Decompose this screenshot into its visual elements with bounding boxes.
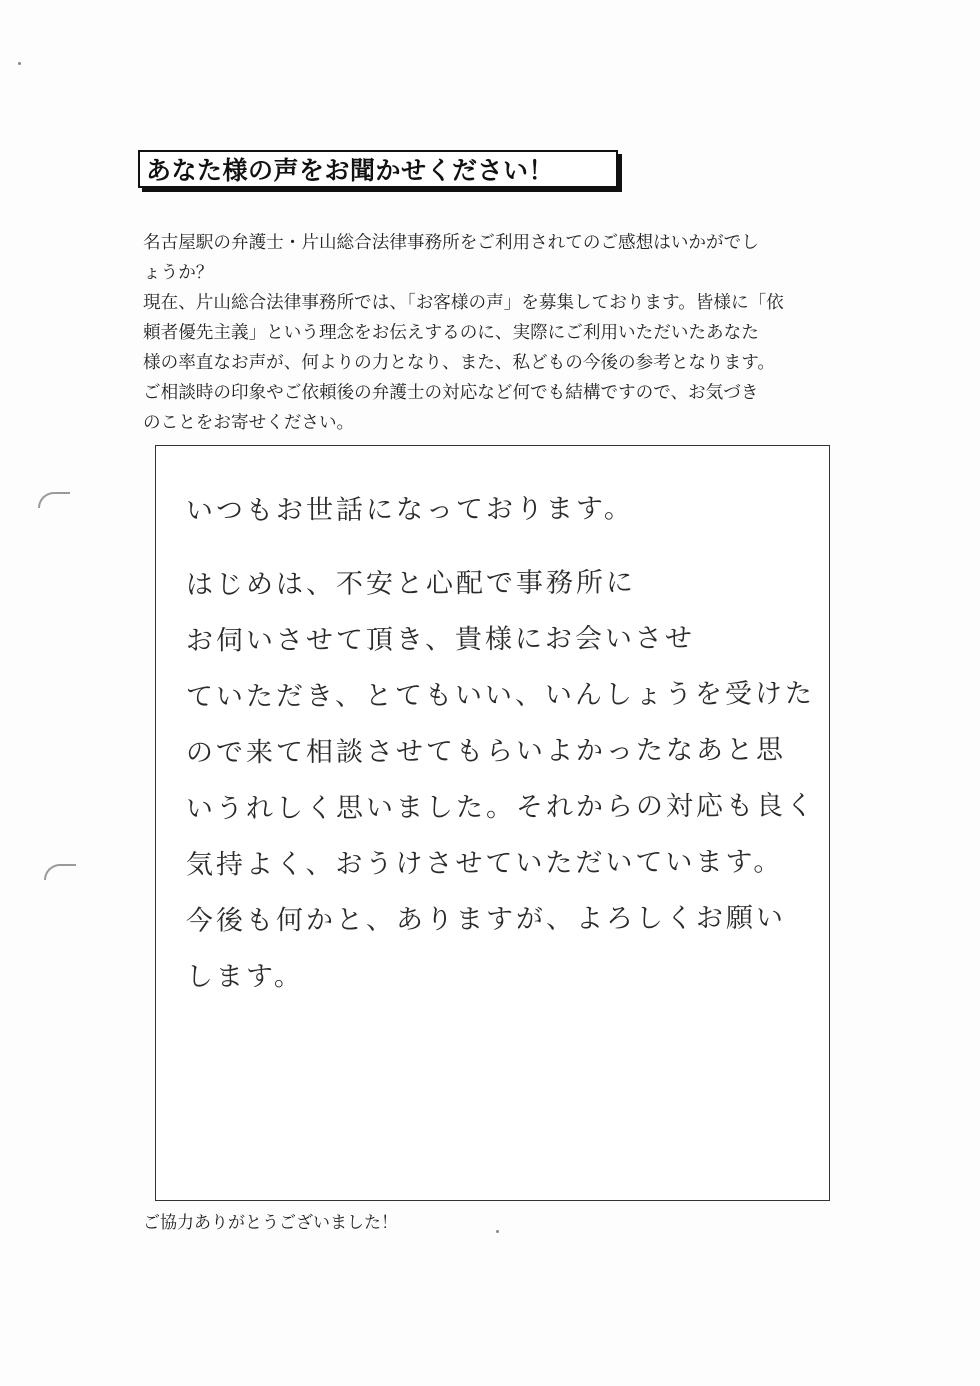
hole-punch-mark-upper — [38, 492, 70, 508]
handwritten-line: 今後も何かと、ありますが、よろしくお願い — [185, 902, 787, 937]
handwritten-line: ていただき、とてもいい、いんしょうを受けた — [185, 678, 815, 713]
intro-line: 様の率直なお声が、何よりの力となり、また、私どもの今後の参考となります。 — [143, 353, 775, 373]
thanks-message: ご協力ありがとうございました！ — [143, 1213, 398, 1233]
intro-line: 現在、片山総合法律事務所では、「お客様の声」を募集しております。皆様に「依 — [143, 293, 784, 313]
intro-line: のことをお寄せください。 — [143, 413, 355, 433]
paper-speck — [496, 1230, 499, 1233]
handwritten-line: いつもお世話になっております。 — [185, 493, 634, 527]
handwritten-line: いうれしく思いました。それからの対応も良く — [185, 790, 817, 825]
intro-text — [143, 228, 843, 438]
handwritten-line: ので来て相談させてもらいよかったなあと思 — [185, 734, 787, 769]
handwritten-line: お伺いさせて頂き、貴様にお会いさせ — [185, 622, 695, 657]
intro-line: ご相談時の印象やご依頼後の弁護士の対応など何でも結構ですので、お気づき — [143, 383, 759, 403]
handwritten-line: はじめは、不安と心配で事務所に — [185, 567, 637, 601]
heading-box — [138, 150, 618, 188]
handwritten-line: 気持よく、おうけさせていただいています。 — [185, 846, 784, 881]
paper-speck — [18, 62, 21, 65]
handwritten-line: します。 — [185, 961, 304, 993]
intro-line: ょうか？ — [143, 263, 214, 283]
handwritten-response — [186, 482, 816, 1004]
intro-line: 頼者優先主義」という理念をお伝えするのに、実際にご利用いただいたあなた — [143, 323, 759, 343]
hole-punch-mark-lower — [44, 864, 76, 880]
intro-line: 名古屋駅の弁護士・片山総合法律事務所をご利用されてのご感想はいかがでし — [143, 233, 759, 253]
handwritten-answer-box — [155, 445, 830, 1201]
page-title: あなた様の声をお聞かせください！ — [146, 156, 555, 185]
